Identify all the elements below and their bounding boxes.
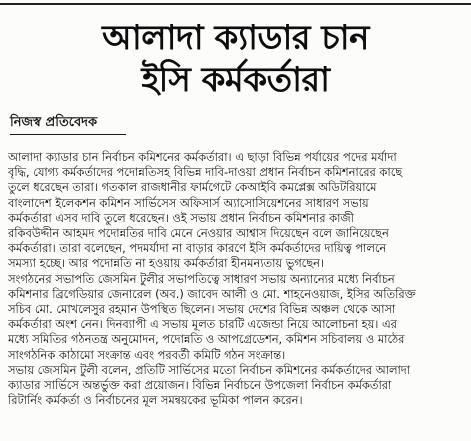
byline: নিজস্ব প্রতিবেদক [10, 115, 98, 130]
headline-line-1: আলাদা ক্যাডার চান [102, 18, 369, 58]
article-line: কর্মকর্তারা অংশ নেন। দিনব্যাপী এ সভায় মূলত চারটি এজেন্ডা নিয়ে আলোচনা হয়। এর [8, 317, 397, 332]
article-line: বাংলাদেশ ইলেকশন কমিশন সার্ভিসেস অফিসার্স অ্যাসোসিয়েশনের সাধারণ সভায় [8, 195, 369, 210]
article-line: ক্যাডার সার্ভিসে অন্তর্ভুক্ত করা প্রয়োজন। বিভিন্ন নির্বাচনে উপজেলা নির্বাচন কর্মকর্তারা [8, 378, 392, 393]
article-line: সচিব মো. মোখলেসুর রহমান উপস্থিত ছিলেন। সভায় দেশের বিভিন্ন অঞ্চল থেকে আসা [8, 302, 396, 317]
article-line: সমস্যা হচ্ছে। আর পদোন্নতি না হওয়ায় কর্মকর্তারা হীনমন্যতায় ভুগছেন। [8, 256, 325, 271]
article-line: বৃদ্ধি, যোগ্য কর্মকর্তাদের পদোন্নতিসহ বিভিন্ন দাবি-দাওয়া প্রধান নির্বাচন কমিশনারের কাছে [8, 165, 403, 180]
article-line: সাংগঠনিক কাঠামো সংক্রান্ত এবং পরবর্তী কমিটি গঠন সংক্রান্ত। [8, 347, 286, 362]
cropped-top-edge [0, 0, 471, 7]
top-rule [0, 3, 471, 5]
article-line: কর্মকর্তারা। তারা বলেছেন, পদমর্যাদা না বাড়ার কারণে ইসি কর্মকর্তাদের দায়িত্ব পালনে [8, 241, 387, 256]
article-line: সংগঠনের সভাপতি জেসমিন টুলীর সভাপতিত্বে সাধারণ সভায় অন্যান্যের মধ্যে নির্বাচন [8, 271, 395, 286]
article-line: কমিশনার ব্রিগেডিয়ার জেনারেল (অব.) জাবেদ আলী ও মো. শাহনেওয়াজ, ইসির অতিরিক্ত [8, 286, 416, 301]
article-line: তুলে ধরেছেন তারা। গতকাল রাজধানীর ফার্মগেটে কেআইবি কমপ্লেক্স অডিটরিয়ামে [8, 180, 377, 195]
article-line: আলাদা ক্যাডার চান নির্বাচন কমিশনের কর্মকর্তারা। এ ছাড়া বিভিন্ন পর্যায়ের পদের মর্যাদা [8, 150, 397, 164]
article-line: কর্মকর্তারা এসব দাবি তুলে ধরেছেন। ওই সভায় প্রধান নির্বাচন কমিশনার কাজী [8, 210, 354, 225]
byline-underline [10, 134, 126, 135]
article-body [8, 150, 465, 408]
article-line: মধ্যে সমিতির গঠনতন্ত্র অনুমোদন, পদোন্নতি ও আপগ্রেডেশন, কমিশন সচিবালয় ও মাঠের [8, 332, 405, 347]
article-line: রকিবউদ্দীন আহমদ পদোন্নতির দাবি মেনে নেওয়ার আশ্বাস দিয়েছেন বলে জানিয়েছেন [8, 226, 389, 241]
article-line: রিটার্নিং কর্মকর্তা ও নির্বাচনের মূল সমন্বয়কের ভূমিকা পালন করেন। [8, 393, 303, 408]
article-line: সভায় জেসমিন টুলী বলেন, প্রতিটি সার্ভিসের মতো নির্বাচন কমিশনের কর্মকর্তাদের আলাদা [8, 362, 411, 377]
headline-line-2: ইসি কর্মকর্তারা [141, 60, 330, 100]
